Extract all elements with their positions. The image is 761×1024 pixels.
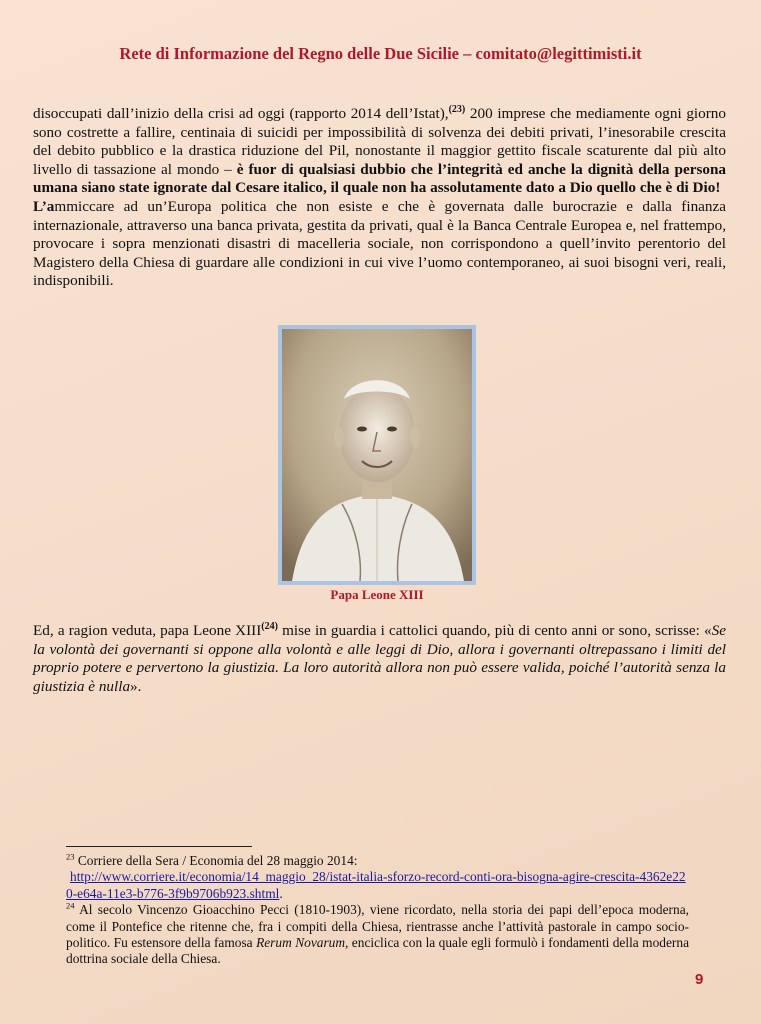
footnote-number: 23	[66, 851, 75, 862]
quote-text: Se la volontà dei governanti si oppone alla volontà e alle leggi di Dio, allora i governanti oltrepassano i limiti del proprio potere e pervertono la giustizia. La loro autorità allora non può essere valida, poiché l’autorità senza la giustizia è nulla	[33, 622, 726, 695]
paragraph-text: mmiccare ad un’Europa politica che non esiste e che è governata dalle burocrazie e dalla finanza internazionale, attraverso una banca privata, gestita da privati, qual è la Banca Centrale Europea e, nel frattempo, provocare i sopra menzionati disastri di macelleria sociale, non corrispondono a quell’invito perentorio del Magistero della Chiesa di guardare alle condizioni in cui vive l’uomo contemporaneo, ai suoi bisogni veri, reali, indisponibili.	[33, 197, 726, 290]
paragraph-bold-text: è fuor di qualsiasi dubbio che l’integrità ed anche la dignità della persona umana siano state ignorate dal Cesare italico, il quale non ha assolutamente dato a Dio quello che è di Dio!	[33, 160, 726, 197]
footnote-ref-23[interactable]: (23)	[448, 103, 466, 115]
paragraph-text: 200 imprese che mediamente ogni giorno sono costrette a fallire, centinaia di suicidi per impossibilità di solvenza dei debiti privati, l’inesorabile crescita del debito pubblico e la drastica riduzione del Pil, nonostante il maggior gettito fiscale scaturente dal più alto livello di tassazione al mondo –	[33, 105, 726, 178]
footnote-text: Al secolo Vincenzo Gioacchino Pecci (1810-1903), viene ricordato, nella storia dei papi dell’epoca moderna, come il Pontefice che ritenne che, fra i compiti della Chiesa, rientrasse anche l’attività pastorale in campo socio-politico. Fu estensore della famosa	[66, 902, 689, 951]
photo-caption: Papa Leone XIII	[330, 587, 424, 602]
pope-portrait-image	[282, 329, 472, 581]
footnotes	[66, 853, 689, 968]
paragraph-lead: L’a	[33, 197, 55, 215]
paragraph-leone	[33, 622, 726, 696]
paragraph-istat	[33, 105, 726, 198]
footnote-text: Corriere della Sera / Economia del 28 maggio 2014:	[74, 853, 358, 868]
footnote-italic: Rerum Novarum	[256, 935, 346, 951]
page-header: Rete di Informazione del Regno delle Due Sicilie – comitato@legittimisti.it	[119, 44, 642, 63]
footnote-23	[66, 853, 689, 902]
paragraph-text: Ed, a ragion veduta, papa Leone XIII	[33, 622, 262, 639]
page-number: 9	[695, 971, 704, 988]
portrait-photo	[278, 325, 476, 585]
footnote-link[interactable]: http://www.corriere.it/economia/14_maggio_28/istat-italia-sforzo-record-conti-ora-bisogna-agire-crescita-4362e220-e64a-11e3-b776-3f9b9706b923.shtml	[66, 869, 686, 901]
main-text-block-2	[33, 622, 726, 696]
main-text-block	[33, 105, 726, 291]
footnote-text: .	[279, 885, 283, 901]
footnote-separator	[66, 846, 252, 847]
paragraph-text: ».	[130, 677, 142, 695]
footnote-number: 24	[66, 900, 75, 911]
footnote-24	[66, 902, 689, 968]
footnote-text: , enciclica con la quale egli formulò i fondamenti della moderna dottrina sociale della Chiesa.	[66, 935, 690, 967]
paragraph-europa	[33, 198, 726, 291]
paragraph-text: disoccupati dall’inizio della crisi ad oggi (rapporto 2014 dell’Istat),	[33, 105, 449, 122]
footnote-ref-24[interactable]: (24)	[261, 620, 278, 632]
paragraph-text: mise in guardia i cattolici quando, più di cento anni or sono, scrisse: «	[277, 622, 712, 639]
